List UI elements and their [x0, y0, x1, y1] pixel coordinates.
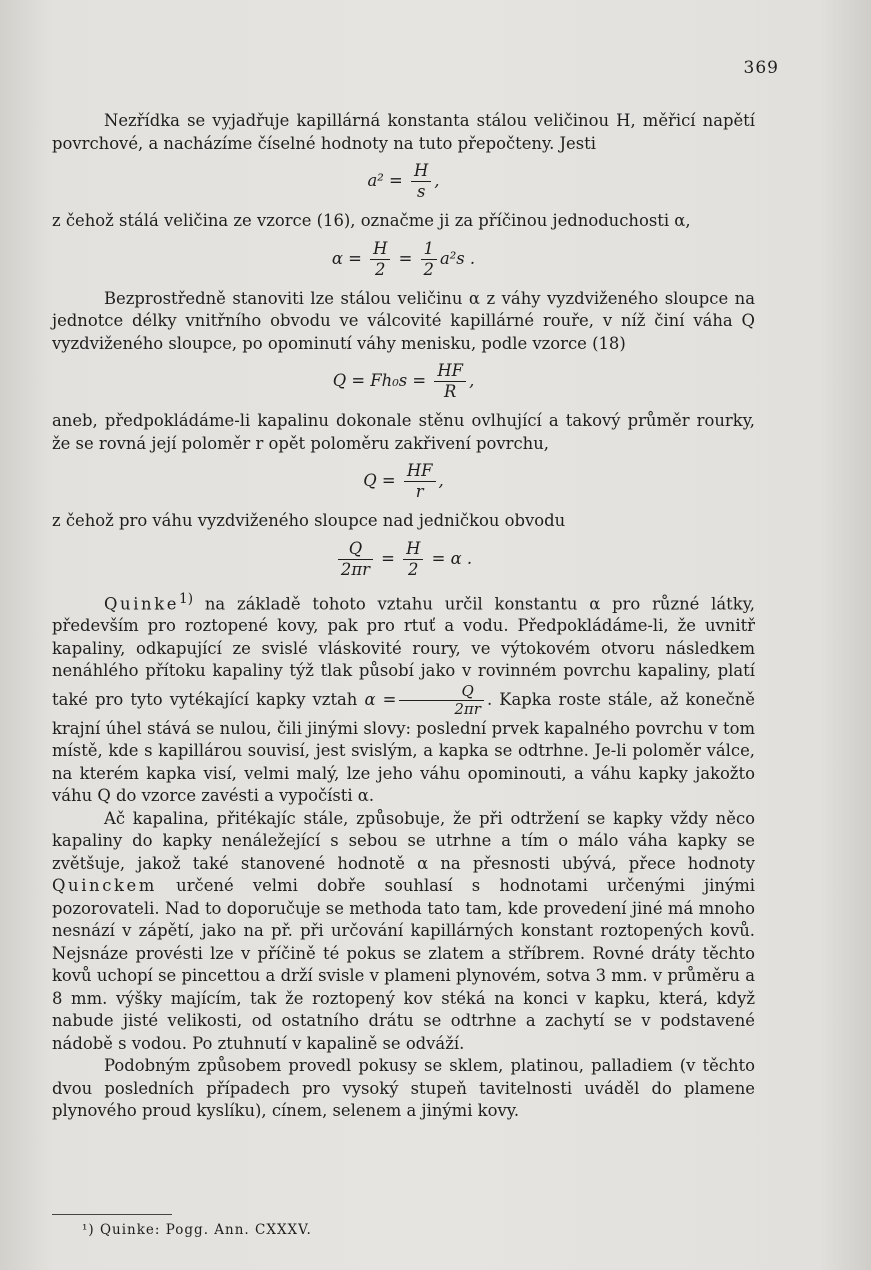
paragraph-6-part-b: . Kapka roste stále, až konečně krajní úhel stává se nulou, čili jinými slovy: poslední prvek kapalného povrchu v tom místě, kde s kapillárou souvisí, jest svislým, a kapka se odtrhne. Je-li poloměr válce, na kterém kapka visí, velmi malý, lze jeho váhu opominouti, a váhu kapky jakožto váhu Q do vzorce zavésti a vypočísti α. — [52, 689, 756, 806]
author-name-quinke: Quinke — [104, 593, 180, 613]
paragraph-7-part-b: určené velmi dobře souhlasí s hodnotami určenými jinými pozorovateli. Nad to doporučuje se methoda tato tam, kde provedení jiné má mnoho nesnází v zápětí, jako na př. při určování kapillárných konstant roztopených kovů. Nejsnáze provésti lze v příčině té pokus se zlatem a stříbrem. Rovné dráty těchto kovů uchopí se pincettou a drží svisle v plameni plynovém, sotva 3 mm. v průměru a 8 mm. výšky majícím, tak že roztopený kov stéká na konci v kapku, která, když nabude jisté velikosti, od ostatního drátu se odtrhne a zachytí se v podstavené nádobě s vodou. Po ztuhnutí v kapalině se odváží. — [52, 876, 756, 1053]
eq3-lhs: Q = Fh₀s = — [332, 371, 427, 390]
eq2-fraction-1 — [370, 239, 390, 280]
eq4-denominator: r — [415, 482, 424, 501]
eq1-tail: , — [434, 171, 440, 190]
paragraph-1: Nezřídka se vyjadřuje kapillárná konstanta stálou veličinou H, měřicí napětí povrchové, a nacházíme číselné hodnoty na tuto přepočteny. Jesti — [52, 111, 755, 153]
equation-4 — [52, 461, 755, 502]
paragraph-5: z čehož pro váhu vyzdviženého sloupce nad jedničkou obvodu — [52, 511, 566, 530]
eq5-numerator-1: Q — [338, 539, 373, 560]
eq1-lhs: a² = — [367, 171, 403, 190]
eq5-tail: = α . — [431, 548, 473, 568]
eq4-fraction — [404, 461, 436, 502]
eq3-denominator: R — [444, 382, 457, 401]
paragraph-7-part-a: Ač kapalina, přitékajíc stále, způsobuje, že při odtržení se kapky vždy něco kapaliny do kapky nenáležející s sebou se utrhne a tím o málo váha kapky se zvětšuje, jakož také stanovené hodnotě α na přesnosti ubývá, přece hodnoty — [52, 808, 755, 873]
eq2-denominator-2: 2 — [423, 259, 434, 279]
eq5-numerator-2: H — [403, 539, 423, 560]
eq5-denominator-1: 2πr — [340, 559, 370, 579]
eq3-tail: , — [469, 371, 475, 390]
eq5-fraction-1 — [338, 539, 373, 580]
eq4-tail: , — [438, 471, 444, 490]
paragraph-6-part-a: na základě tohoto vztahu určil konstantu α pro různé látky, především pro roztopené kovy, pak pro rtuť a vodu. Předpokládáme-li, že uvnitř kapaliny, odkapující ze svislé vláskovité roury, ve výtokovém otvoru následkem nenáhlého přítoku kapaliny týž tlak působí jako v rovinném povrchu kapaliny, platí také pro tyto vytékající kapky vztah — [52, 593, 755, 709]
equation-5 — [52, 539, 755, 580]
eq5-fraction-2 — [403, 539, 423, 580]
equation-3 — [52, 361, 755, 402]
equation-1 — [52, 161, 755, 202]
eq2-tail: a²s . — [439, 248, 476, 268]
footnote: ¹) Quinke: Pogg. Ann. CXXXV. — [82, 1222, 312, 1238]
paragraph-7 — [52, 808, 755, 1056]
paragraph-3: Bezprostředně stanoviti lze stálou veličinu α z váhy vyzdviženého sloupce na jednotce délky vnitřního obvodu ve válcovité kapillárné rouře, v níž činí váha Q vyzdviženého sloupce, po opominutí váhy menisku, podle vzorce (18) — [52, 288, 755, 353]
eq3-fraction — [434, 361, 466, 402]
inline-eq-lhs: α = — [364, 689, 397, 709]
eq5-equals: = — [381, 548, 395, 568]
eq5-denominator-2: 2 — [408, 559, 419, 579]
paragraph-6 — [52, 588, 755, 808]
eq2-lhs: α = — [331, 248, 362, 268]
author-name-quinckem: Quinckem — [52, 876, 157, 896]
footnote-rule — [52, 1214, 172, 1215]
eq1-numerator: H — [411, 161, 431, 182]
paragraph-2: z čehož stálá veličina ze vzorce (16), označme ji za příčinou jednoduchosti α, — [52, 211, 691, 230]
eq3-numerator: HF — [434, 361, 466, 382]
eq2-numerator-2: 1 — [421, 239, 437, 260]
eq2-numerator-1: H — [370, 239, 390, 260]
inline-eq-fraction — [399, 683, 484, 718]
inline-eq-denominator: 2πr — [454, 699, 481, 718]
eq4-lhs: Q = — [363, 471, 396, 490]
paragraph-8: Podobným způsobem provedl pokusy se sklem, platinou, palladiem (v těchto dvou posledních případech pro vysoký stupeň tavitelnosti uváděl do plamene plynového proud kyslíku), cínem, selenem a jinými kovy. — [52, 1056, 755, 1121]
eq4-numerator: HF — [404, 461, 436, 482]
equation-2 — [52, 239, 755, 280]
eq1-denominator: s — [416, 182, 426, 201]
body-text — [52, 110, 755, 1123]
inline-eq-numerator: Q — [399, 683, 484, 701]
footnote-marker: 1) — [179, 590, 194, 607]
eq2-denominator-1: 2 — [374, 259, 386, 279]
paragraph-4: aneb, předpokládáme-li kapalinu dokonale stěnu ovlhující a takový průměr rourky, že se rovná její poloměr r opět poloměru zakřivení povrchu, — [52, 411, 755, 453]
eq2-equals: = — [398, 248, 413, 268]
eq2-fraction-2 — [421, 239, 437, 280]
page-number: 369 — [743, 58, 779, 78]
eq1-fraction — [411, 161, 431, 202]
